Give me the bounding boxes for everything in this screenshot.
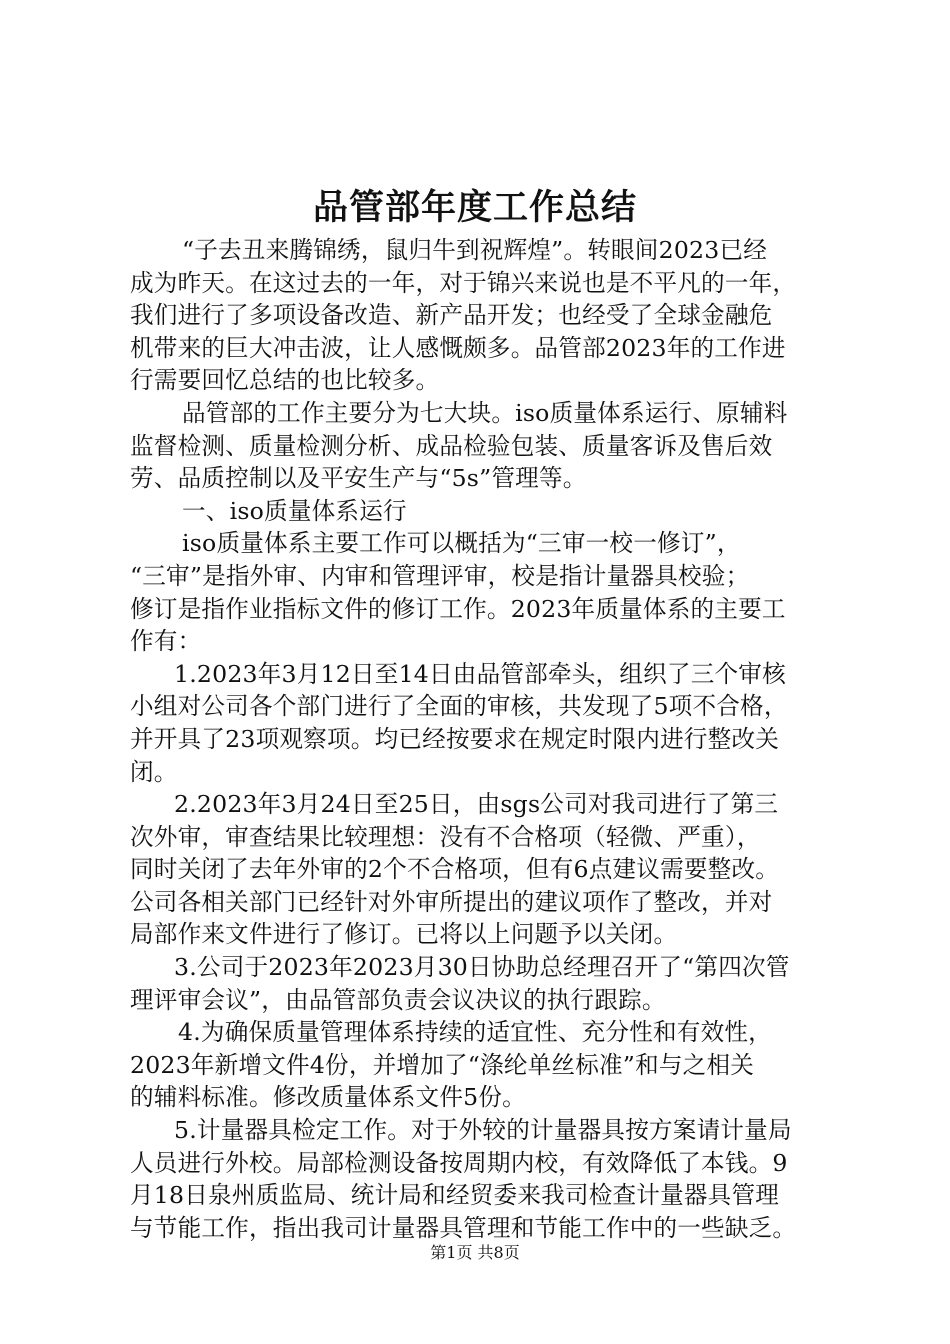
text-line: 我们进行了多项设备改造、新产品开发；也经受了全球金融危 — [130, 301, 773, 330]
text-line: 成为昨天。在这过去的一年，对于锦兴来说也是不平凡的一年， — [130, 268, 797, 297]
text-line: 3.公司于2023年2023月30日协助总经理召开了“第四次管 — [174, 953, 790, 982]
text-line: 4.为确保质量管理体系持续的适宜性、充分性和有效性， — [178, 1018, 772, 1047]
text-line: “三审”是指外审、内审和管理评审，校是指计量器具校验； — [130, 561, 750, 590]
text-line: 理评审会议”，由品管部负责会议决议的执行跟踪。 — [130, 985, 666, 1014]
text-line: 行需要回忆总结的也比较多。 — [130, 366, 440, 395]
text-line: 与节能工作，指出我司计量器具管理和节能工作中的一些缺乏。 — [130, 1213, 797, 1242]
text-line: 次外审，审查结果比较理想：没有不合格项（轻微、严重）， — [130, 822, 761, 851]
text-line: 劳、品质控制以及平安生产与“5s”管理等。 — [130, 464, 587, 493]
text-line: 并开具了23项观察项。均已经按要求在规定时限内进行整改关 — [130, 724, 780, 753]
document-title: 品管部年度工作总结 — [312, 187, 637, 228]
text-line: 月18日泉州质监局、统计局和经贸委来我司检查计量器具管理 — [130, 1181, 780, 1210]
text-line: 小组对公司各个部门进行了全面的审核，共发现了5项不合格， — [130, 692, 788, 721]
text-line: 2023年新增文件4份，并增加了“涤纶单丝标准”和与之相关 — [130, 1050, 755, 1079]
text-line: 公司各相关部门已经针对外审所提出的建议项作了整改，并对 — [130, 887, 773, 916]
text-line: 修订是指作业指标文件的修订工作。2023年质量体系的主要工 — [130, 594, 786, 623]
text-line: 的辅料标准。修改质量体系文件5份。 — [130, 1083, 526, 1112]
text-line: 同时关闭了去年外审的2个不合格项，但有6点建议需要整改。 — [130, 855, 780, 884]
text-line: iso质量体系主要工作可以概括为“三审一校一修订”， — [182, 529, 741, 558]
text-line: 监督检测、质量检测分析、成品检验包装、质量客诉及售后效 — [130, 431, 773, 460]
text-line: 1.2023年3月12日至14日由品管部牵头，组织了三个审核 — [174, 659, 786, 688]
document-body — [130, 234, 830, 1244]
page-footer: 第1页 共8页 — [430, 1243, 520, 1262]
section-heading: 一、iso质量体系运行 — [182, 496, 407, 525]
text-line: 人员进行外校。局部检测设备按周期内校，有效降低了本钱。9 — [130, 1148, 788, 1177]
text-line: “子去丑来腾锦绣，鼠归牛到祝辉煌”。转眼间2023已经 — [182, 236, 768, 264]
text-line: 局部作来文件进行了修订。已将以上问题予以关闭。 — [130, 920, 678, 949]
text-line: 2.2023年3月24日至25日，由sgs公司对我司进行了第三 — [174, 790, 779, 819]
text-line: 机带来的巨大冲击波，让人感慨颇多。品管部2023年的工作进 — [130, 333, 786, 362]
text-line: 品管部的工作主要分为七大块。iso质量体系运行、原辅料 — [182, 398, 788, 427]
text-line: 5.计量器具检定工作。对于外较的计量器具按方案请计量局 — [174, 1116, 792, 1145]
text-line: 闭。 — [130, 757, 178, 786]
text-line: 作有： — [130, 627, 202, 656]
